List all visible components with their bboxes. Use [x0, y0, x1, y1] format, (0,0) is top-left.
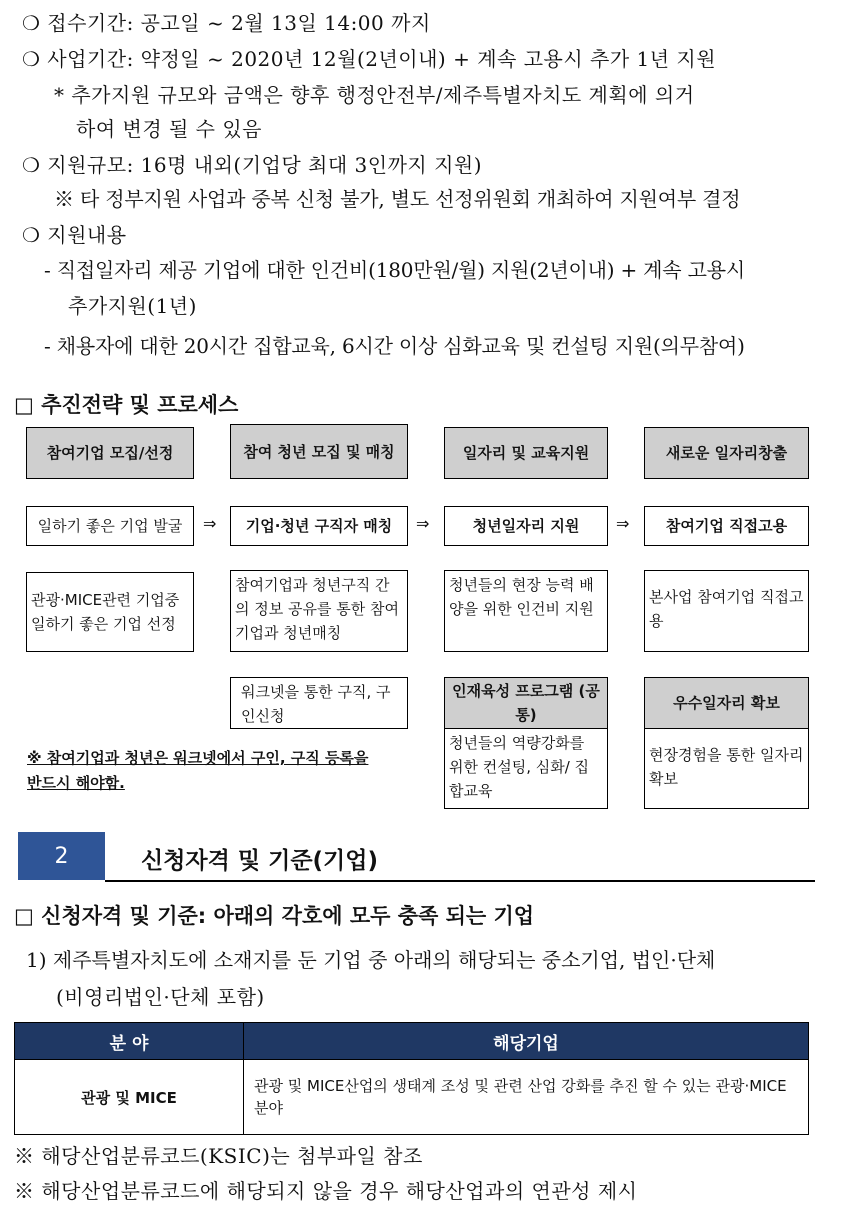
eligibility-table: [14, 1022, 809, 1135]
quality-jobs-header: 우수일자리 확보: [644, 677, 809, 729]
note-additional-support-cont: 하여 변경 될 수 있음: [76, 117, 262, 141]
table-header-row: [15, 1023, 809, 1060]
detail-labor-cost-cont: 추가지원(1년): [68, 294, 197, 318]
step-direct-hire: 참여기업 직접고용: [644, 506, 809, 546]
detail-select-companies: 관광·MICE관련 기업중 일하기 좋은 기업 선정: [26, 572, 194, 652]
note-duplicate: ※ 타 정부지원 사업과 중복 신청 불가, 별도 선정위원회 개최하여 지원여부 결정: [54, 187, 741, 211]
header-recruit-companies: 참여기업 모집/선정: [26, 427, 194, 479]
column-header-company: 해당기업: [244, 1023, 809, 1060]
arrow-icon: ⇒: [416, 514, 430, 533]
detail-youth-capacity: 청년들의 현장 능력 배양을 위한 인건비 지원: [444, 570, 608, 652]
arrow-icon: ⇒: [203, 514, 217, 533]
detail-labor-cost: - 직접일자리 제공 기업에 대한 인건비(180만원/월) 지원(2년이내) + 계속 고용시: [44, 258, 745, 282]
step-youth-job-support: 청년일자리 지원: [444, 506, 608, 546]
header-youth-matching: 참여 청년 모집 및 매칭: [230, 424, 408, 479]
detail-info-sharing: 참여기업과 청년구직 간의 정보 공유를 통한 참여기업과 청년매칭: [230, 570, 408, 652]
worknet-note: [27, 746, 368, 796]
column-header-field: 분 야: [15, 1023, 244, 1060]
step-matching: 기업·청년 구직자 매칭: [230, 506, 408, 546]
table-cell-description: 관광 및 MICE산업의 생태계 조성 및 관련 산업 강화를 추진 할 수 있는 관광·MICE 분야: [244, 1060, 809, 1135]
footnote-ksic: ※ 해당산업분류코드(KSIC)는 첨부파일 참조: [14, 1144, 423, 1168]
section-divider: [105, 880, 815, 882]
worknet-registration: 워크넷을 통한 구직, 구인신청: [230, 677, 408, 729]
table-cell-field: 관광 및 MICE: [15, 1060, 244, 1135]
header-job-education: 일자리 및 교육지원: [444, 427, 608, 479]
strategy-title: □ 추진전략 및 프로세스: [14, 393, 239, 417]
section-number-badge: 2: [18, 832, 105, 880]
bullet-support-scale: ❍ 지원규모: 16명 내외(기업당 최대 3인까지 지원): [22, 153, 483, 177]
eligibility-item1: 1) 제주특별자치도에 소재지를 둔 기업 중 아래의 해당되는 중소기업, 법인·단체: [26, 948, 716, 972]
worknet-note-line1: ※ 참여기업과 청년은 워크넷에서 구인, 구직 등록을: [27, 749, 369, 767]
arrow-icon: ⇒: [616, 514, 630, 533]
detail-direct-hire: 본사업 참여기업 직접고용: [644, 570, 809, 652]
eligibility-subtitle: □ 신청자격 및 기준: 아래의 각호에 모두 충족 되는 기업: [14, 904, 535, 928]
program-header: 인재육성 프로그램 (공통): [444, 677, 608, 729]
program-body: 청년들의 역량강화를 위한 컨설팅, 심화/ 집합교육: [444, 728, 608, 809]
header-new-jobs: 새로운 일자리창출: [644, 427, 809, 479]
eligibility-item1-cont: (비영리법인·단체 포함): [56, 985, 265, 1009]
footnote-relevance: ※ 해당산업분류코드에 해당되지 않을 경우 해당산업과의 연관성 제시: [14, 1179, 638, 1203]
bullet-application-period: ❍ 접수기간: 공고일 ~ 2월 13일 14:00 까지: [22, 11, 431, 35]
bullet-project-period: ❍ 사업기간: 약정일 ~ 2020년 12월(2년이내) + 계속 고용시 추가 1년 지원: [22, 47, 717, 71]
table-row: [15, 1060, 809, 1135]
note-additional-support: * 추가지원 규모와 금액은 향후 행정안전부/제주특별자치도 계획에 의거: [54, 83, 695, 107]
quality-jobs-body: 현장경험을 통한 일자리 확보: [644, 728, 809, 809]
step-discover-companies: 일하기 좋은 기업 발굴: [26, 506, 194, 546]
bullet-support-content: ❍ 지원내용: [22, 223, 127, 247]
detail-training: - 채용자에 대한 20시간 집합교육, 6시간 이상 심화교육 및 컨설팅 지원(의무참여): [44, 334, 745, 358]
worknet-note-line2: 반드시 해야함.: [27, 774, 125, 792]
section-title: 신청자격 및 기준(기업): [141, 848, 379, 874]
